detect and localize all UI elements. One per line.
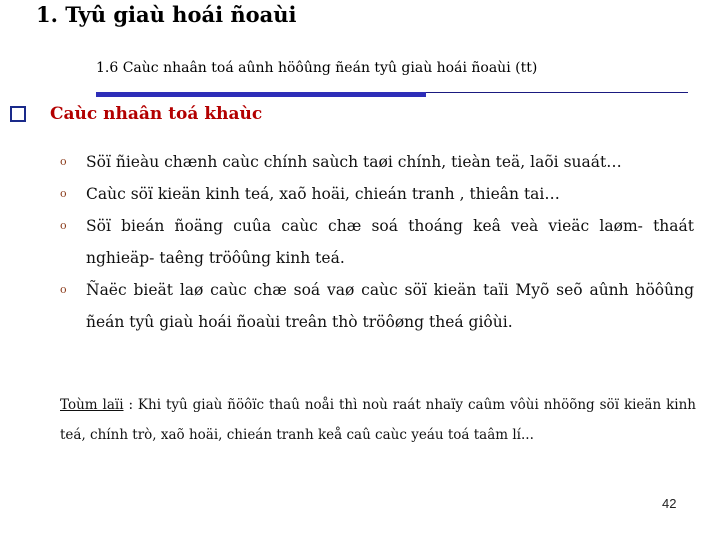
- hollow-circle-bullet-icon: o: [60, 187, 67, 200]
- list-item: [60, 178, 694, 210]
- hollow-circle-bullet-icon: o: [60, 155, 67, 168]
- list-item: [60, 274, 694, 338]
- page-number: 42: [662, 496, 677, 511]
- title-underline-thick: [96, 92, 426, 97]
- bullet-list: [60, 146, 694, 338]
- section-label: Caùc nhaân toá khaùc: [50, 104, 263, 124]
- hollow-circle-bullet-icon: o: [60, 219, 67, 232]
- summary-label: Toùm laïi: [60, 397, 124, 413]
- checkbox-square-icon: [10, 106, 26, 122]
- bullet-text: Söï ñieàu chænh caùc chính saùch taøi chính, tieàn teä, laõi suaát…: [86, 153, 622, 171]
- title-underline-thin: [426, 92, 688, 93]
- slide-title: 1. Tyû giaù hoái ñoaùi: [36, 2, 297, 27]
- list-item: [60, 210, 694, 274]
- summary-note: [60, 390, 696, 450]
- list-item: [60, 146, 694, 178]
- bullet-text: Söï bieán ñoäng cuûa caùc chæ soá thoáng keâ veà vieäc laøm- thaát nghieäp- taêng tröôûng kinh teá.: [86, 217, 694, 267]
- bullet-text: Ñaëc bieät laø caùc chæ soá vaø caùc söï kieän taïi Myõ seõ aûnh höôûng ñeán tyû giaù hoái ñoaùi treân thò tröôøng theá giôùi.: [86, 281, 694, 331]
- bullet-text: Caùc söï kieän kinh teá, xaõ hoäi, chieán tranh , thieân tai…: [86, 185, 560, 203]
- slide-subtitle: 1.6 Caùc nhaân toá aûnh höôûng ñeán tyû giaù hoái ñoaùi (tt): [96, 60, 538, 76]
- summary-text: : Khi tyû giaù ñöôïc thaû noåi thì noù raát nhaïy caûm vôùi nhöõng söï kieän kinh teá, chính trò, xaõ hoäi, chieán tranh keå caû caùc yeáu toá taâm lí...: [60, 397, 696, 443]
- section-heading: [10, 104, 262, 124]
- hollow-circle-bullet-icon: o: [60, 283, 67, 296]
